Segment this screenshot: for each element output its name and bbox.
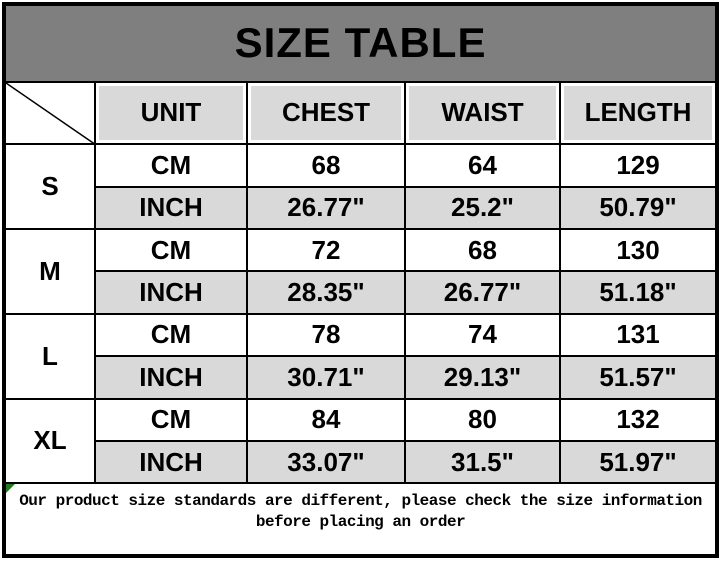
diagonal-line-icon — [6, 83, 94, 144]
table-row-xl-cm — [4, 399, 717, 441]
cell-m-cm-chest: 72 — [247, 229, 405, 271]
cell-xl-inch-length: 51.97" — [560, 441, 717, 483]
unit-label-inch: INCH — [95, 271, 247, 313]
cell-s-cm-chest: 68 — [247, 144, 405, 186]
cell-l-cm-waist: 74 — [405, 314, 560, 356]
cell-l-cm-chest: 78 — [247, 314, 405, 356]
cell-s-inch-chest: 26.77" — [247, 187, 405, 229]
page-title: SIZE TABLE — [4, 4, 717, 82]
cell-xl-cm-length: 132 — [560, 399, 717, 441]
cell-s-cm-waist: 64 — [405, 144, 560, 186]
table-row-xl-inch — [4, 441, 717, 483]
unit-label-cm: CM — [95, 144, 247, 186]
table-row-s-inch — [4, 187, 717, 229]
cell-s-inch-waist: 25.2" — [405, 187, 560, 229]
cell-m-inch-length: 51.18" — [560, 271, 717, 313]
cell-l-inch-length: 51.57" — [560, 356, 717, 398]
cell-m-inch-waist: 26.77" — [405, 271, 560, 313]
green-corner-marker-icon — [6, 484, 15, 493]
cell-xl-cm-chest: 84 — [247, 399, 405, 441]
unit-label-cm: CM — [95, 399, 247, 441]
column-header-length: LENGTH — [560, 82, 717, 145]
title-row — [4, 4, 717, 82]
size-label-l: L — [4, 314, 95, 399]
unit-label-inch: INCH — [95, 187, 247, 229]
cell-xl-cm-waist: 80 — [405, 399, 560, 441]
unit-label-inch: INCH — [95, 441, 247, 483]
footer-note — [4, 483, 717, 556]
table-row-m-inch — [4, 271, 717, 313]
cell-s-inch-length: 50.79" — [560, 187, 717, 229]
cell-xl-inch-waist: 31.5" — [405, 441, 560, 483]
size-table-sheet — [2, 2, 719, 558]
unit-label-cm: CM — [95, 314, 247, 356]
table-row-m-cm — [4, 229, 717, 271]
unit-label-inch: INCH — [95, 356, 247, 398]
unit-label-cm: CM — [95, 229, 247, 271]
cell-m-cm-length: 130 — [560, 229, 717, 271]
column-header-waist: WAIST — [405, 82, 560, 145]
size-label-s: S — [4, 144, 95, 229]
footer-note-row — [4, 483, 717, 556]
note-line-1: Our product size standards are different, please check the size information — [19, 492, 702, 511]
column-header-chest: CHEST — [247, 82, 405, 145]
corner-diagonal-cell — [4, 82, 95, 145]
table-row-l-cm — [4, 314, 717, 356]
cell-xl-inch-chest: 33.07" — [247, 441, 405, 483]
cell-m-cm-waist: 68 — [405, 229, 560, 271]
column-header-unit: UNIT — [95, 82, 247, 145]
note-line-2: before placing an order — [255, 513, 466, 532]
size-label-xl: XL — [4, 399, 95, 484]
cell-m-inch-chest: 28.35" — [247, 271, 405, 313]
header-row — [4, 82, 717, 145]
size-label-m: M — [4, 229, 95, 314]
cell-l-cm-length: 131 — [560, 314, 717, 356]
cell-l-inch-waist: 29.13" — [405, 356, 560, 398]
table-row-l-inch — [4, 356, 717, 398]
size-table — [2, 2, 719, 558]
table-row-s-cm — [4, 144, 717, 186]
cell-s-cm-length: 129 — [560, 144, 717, 186]
cell-l-inch-chest: 30.71" — [247, 356, 405, 398]
